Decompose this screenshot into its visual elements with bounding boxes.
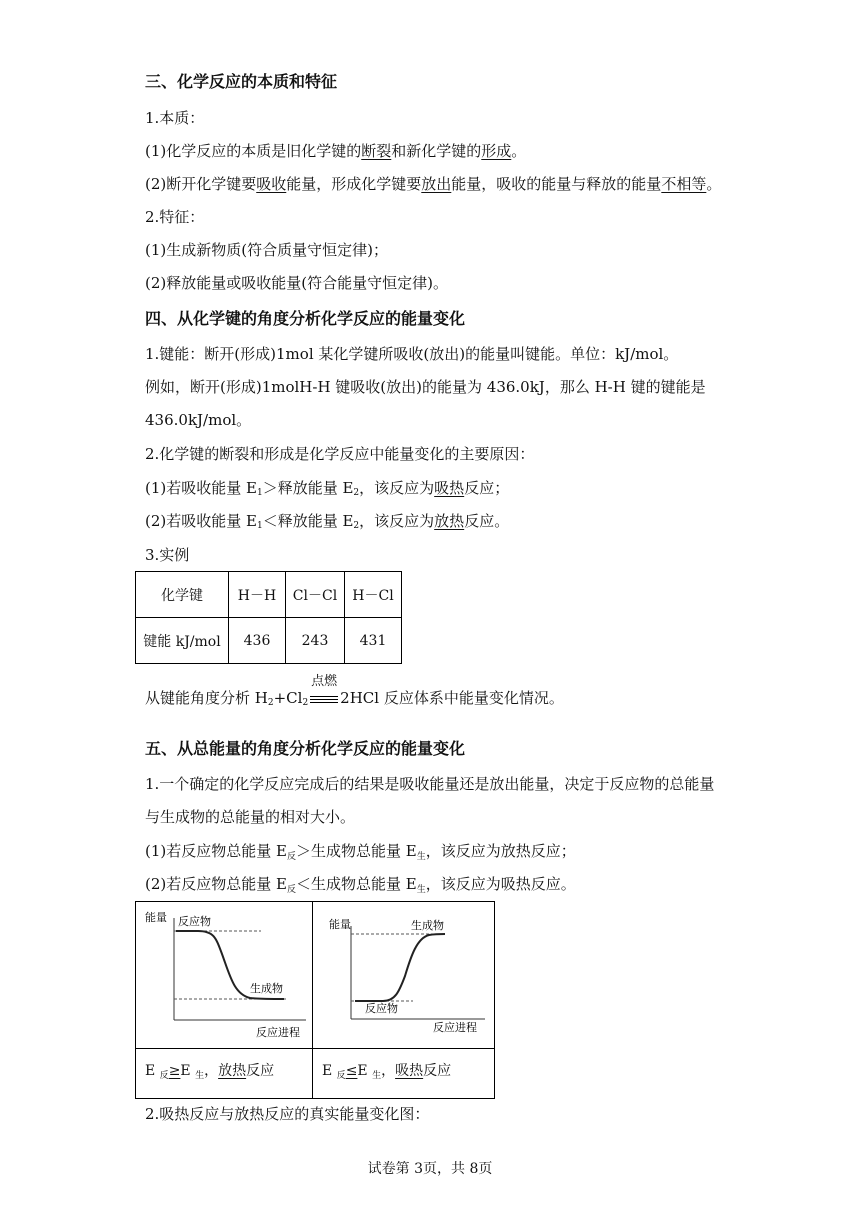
equation-paragraph bbox=[145, 674, 564, 713]
table-row bbox=[136, 618, 402, 664]
caption-cell-endothermic bbox=[313, 1049, 495, 1099]
paragraph: 1.键能：断开(形成)1mol 某化学键所吸收(放出)的能量叫键能。单位：kJ/mol。 bbox=[145, 345, 679, 363]
text: ， bbox=[381, 1063, 396, 1079]
table-cell: 431 bbox=[345, 618, 402, 664]
paragraph: 例如，断开(形成)1molH-H 键吸收(放出)的能量为 436.0kJ，那么 H-H 键的键能是 bbox=[145, 378, 706, 396]
text: ＜释放能量 E bbox=[262, 512, 354, 530]
reaction-condition-arrow bbox=[309, 674, 339, 709]
bond-energy-table bbox=[135, 571, 402, 664]
subscript: 反 bbox=[159, 1071, 169, 1081]
underlined-answer: ≤ bbox=[345, 1063, 358, 1079]
underlined-answer: 吸热 bbox=[434, 479, 465, 497]
caption-cell-exothermic bbox=[136, 1049, 313, 1099]
caption-row bbox=[136, 1049, 495, 1099]
table-header-cell: Cl－Cl bbox=[286, 572, 345, 618]
text: 反应； bbox=[464, 479, 510, 497]
section-heading-5: 五、从总能量的角度分析化学反应的能量变化 bbox=[145, 739, 466, 758]
text: (2)若反应物总能量 E bbox=[145, 875, 287, 893]
text: ＜生成物总能量 E bbox=[295, 875, 417, 893]
underlined-answer: 形成 bbox=[481, 142, 512, 160]
text: ，该反应为吸热反应。 bbox=[425, 875, 576, 893]
product-label: 生成物 bbox=[411, 919, 444, 932]
table-header-cell: 化学键 bbox=[136, 572, 229, 618]
text: (2)断开化学键要 bbox=[145, 175, 257, 193]
energy-diagram-table bbox=[135, 901, 495, 1099]
text: +Cl bbox=[273, 689, 303, 707]
paragraph: 2.特征： bbox=[145, 208, 205, 226]
text: 。 bbox=[511, 142, 527, 160]
section-heading-4: 四、从化学键的角度分析化学反应的能量变化 bbox=[145, 309, 466, 328]
paragraph: 436.0kJ/mol。 bbox=[145, 411, 252, 429]
reaction-condition-label: 点燃 bbox=[311, 674, 338, 689]
text: E bbox=[322, 1063, 337, 1079]
diagram-cell-exothermic bbox=[136, 902, 313, 1049]
text: (1)化学反应的本质是旧化学键的 bbox=[145, 142, 362, 160]
subscript: 1 bbox=[256, 521, 263, 531]
caption-endothermic bbox=[313, 1049, 494, 1098]
underlined-answer: 吸收 bbox=[256, 175, 287, 193]
underlined-answer: 不相等 bbox=[661, 175, 707, 193]
diagram-row bbox=[136, 902, 495, 1049]
text: (1)若反应物总能量 E bbox=[145, 842, 287, 860]
paragraph bbox=[145, 841, 576, 867]
underlined-answer: ≥ bbox=[168, 1063, 181, 1079]
paragraph bbox=[145, 874, 576, 900]
section-heading-3: 三、化学反应的本质和特征 bbox=[145, 72, 338, 91]
text: ，该反应为 bbox=[359, 512, 435, 530]
paragraph: 3.实例 bbox=[145, 546, 190, 564]
equals-bar bbox=[310, 702, 338, 703]
caption-exothermic bbox=[136, 1049, 312, 1098]
text: E bbox=[180, 1063, 196, 1079]
subscript: 2 bbox=[302, 698, 309, 708]
paragraph: 2.吸热反应与放热反应的真实能量变化图： bbox=[145, 1105, 430, 1123]
x-axis-label: 反应进程 bbox=[433, 1021, 477, 1034]
underlined-answer: 吸热 bbox=[395, 1063, 424, 1079]
table-cell: 键能 kJ/mol bbox=[136, 618, 229, 664]
text: (1)若吸收能量 E bbox=[145, 479, 257, 497]
text: ，该反应为 bbox=[359, 479, 435, 497]
equals-bar bbox=[310, 696, 338, 697]
text: 2HCl 反应体系中能量变化情况。 bbox=[340, 689, 564, 707]
table-header-cell: H－H bbox=[229, 572, 286, 618]
subscript: 反 bbox=[286, 885, 296, 895]
text: 能量，形成化学键要 bbox=[286, 175, 422, 193]
subscript: 生 bbox=[372, 1071, 382, 1081]
endothermic-energy-diagram bbox=[313, 902, 494, 1048]
table-header-row bbox=[136, 572, 402, 618]
subscript: 2 bbox=[267, 698, 274, 708]
text: 反应。 bbox=[464, 512, 510, 530]
text: E bbox=[145, 1063, 160, 1079]
table-header-cell: H－Cl bbox=[345, 572, 402, 618]
text: ＞生成物总能量 E bbox=[295, 842, 417, 860]
paragraph: (1)生成新物质(符合质量守恒定律)； bbox=[145, 241, 388, 259]
paragraph bbox=[145, 478, 509, 503]
diagram-cell-endothermic bbox=[313, 902, 495, 1049]
text: 从键能角度分析 H bbox=[145, 689, 268, 707]
text: ， bbox=[204, 1063, 219, 1079]
paragraph: 2.化学键的断裂和形成是化学反应中能量变化的主要原因： bbox=[145, 445, 535, 463]
paragraph: (2)释放能量或吸收能量(符合能量守恒定律)。 bbox=[145, 274, 448, 292]
paragraph: 与生成物的总能量的相对大小。 bbox=[145, 808, 356, 826]
subscript: 反 bbox=[286, 852, 296, 862]
product-label: 生成物 bbox=[250, 982, 283, 995]
text: 和新化学键的 bbox=[391, 142, 482, 160]
subscript: 生 bbox=[416, 852, 426, 862]
subscript: 1 bbox=[256, 488, 263, 498]
subscript: 反 bbox=[336, 1071, 346, 1081]
text: 反应 bbox=[423, 1063, 452, 1079]
table-cell: 436 bbox=[229, 618, 286, 664]
table-cell: 243 bbox=[286, 618, 345, 664]
page-footer: 试卷第 3页，共 8页 bbox=[367, 1161, 493, 1177]
y-axis-label: 能量 bbox=[145, 911, 167, 924]
paragraph bbox=[145, 141, 526, 161]
text: (2)若吸收能量 E bbox=[145, 512, 257, 530]
paragraph bbox=[145, 174, 721, 194]
text: ＞释放能量 E bbox=[262, 479, 354, 497]
text: 。 bbox=[706, 175, 722, 193]
underlined-answer: 放出 bbox=[421, 175, 452, 193]
subscript: 2 bbox=[353, 521, 360, 531]
subscript: 生 bbox=[195, 1071, 205, 1081]
text: E bbox=[357, 1063, 373, 1079]
subscript: 2 bbox=[353, 488, 360, 498]
text: 反应 bbox=[246, 1063, 275, 1079]
energy-curve bbox=[355, 934, 445, 1001]
text: 能量，吸收的能量与释放的能量 bbox=[451, 175, 662, 193]
underlined-answer: 断裂 bbox=[361, 142, 392, 160]
text: ，该反应为放热反应； bbox=[425, 842, 576, 860]
reactant-label: 反应物 bbox=[178, 915, 211, 928]
reactant-label: 反应物 bbox=[365, 1002, 398, 1015]
x-axis-label: 反应进程 bbox=[256, 1026, 300, 1039]
paragraph bbox=[145, 511, 509, 536]
subscript: 生 bbox=[416, 885, 426, 895]
equals-bar bbox=[310, 699, 338, 700]
paragraph: 1.一个确定的化学反应完成后的结果是吸收能量还是放出能量，决定于反应物的总能量 bbox=[145, 775, 715, 793]
underlined-answer: 放热 bbox=[218, 1063, 247, 1079]
exothermic-energy-diagram bbox=[136, 902, 312, 1048]
underlined-answer: 放热 bbox=[434, 512, 465, 530]
y-axis-label: 能量 bbox=[329, 918, 351, 931]
paragraph: 1.本质： bbox=[145, 109, 205, 127]
